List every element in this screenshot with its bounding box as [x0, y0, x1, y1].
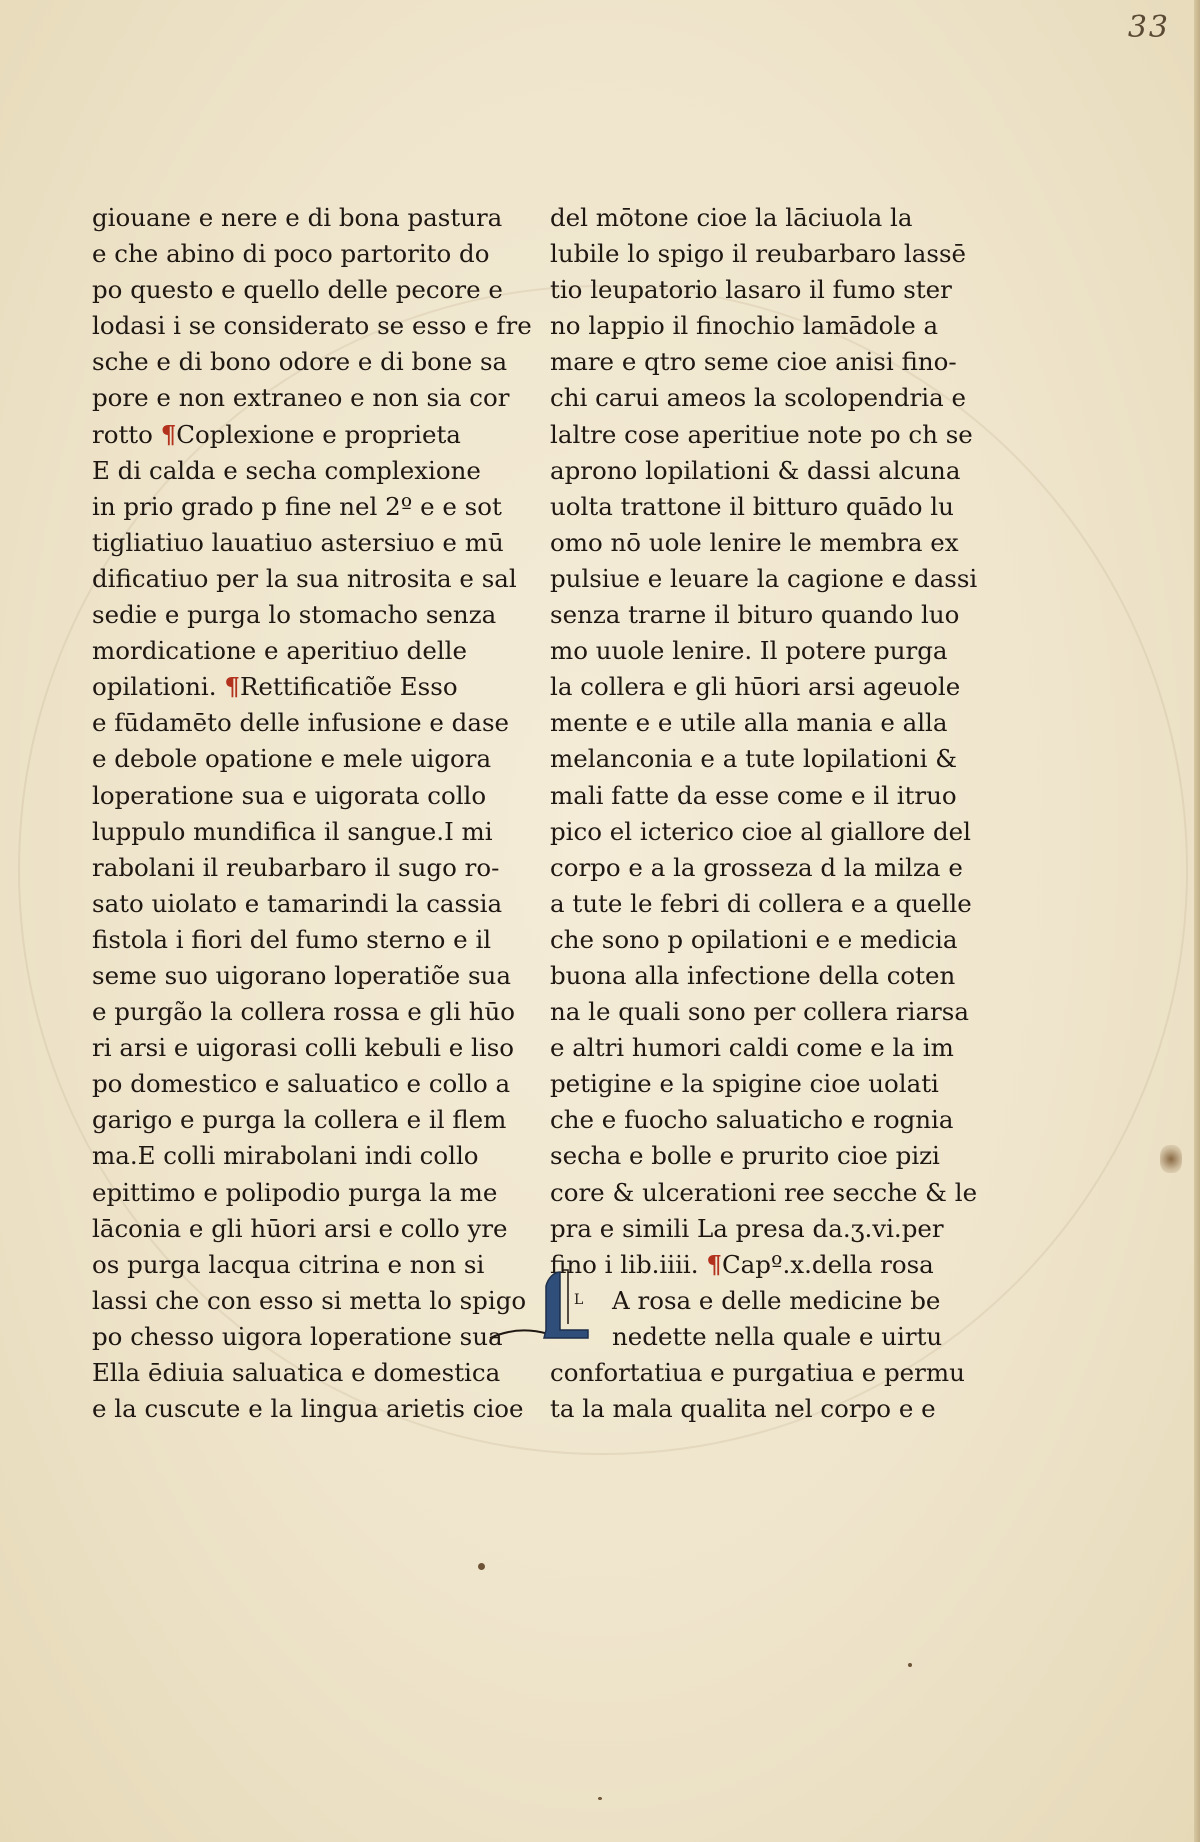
pilcrow-mark: ¶	[160, 419, 177, 449]
text-line	[550, 1283, 940, 1319]
line-text: buona alla infectione della coten	[550, 960, 956, 990]
pilcrow-mark: ¶	[706, 1249, 722, 1279]
text-line	[550, 236, 967, 272]
line-text: po domestico e saluatico e collo a	[92, 1069, 511, 1099]
line-text: senza trarne il bituro quando luo	[550, 600, 960, 630]
line-text: po questo e quello delle pecore e	[92, 275, 503, 305]
text-line	[550, 922, 958, 958]
rubric-heading-text: Capº.x.della rosa	[721, 1249, 934, 1279]
text-line	[92, 597, 497, 633]
text-line	[92, 344, 508, 380]
text-line	[92, 453, 484, 489]
line-text: rabolani il reubarbaro il sugo ro-	[92, 852, 500, 882]
line-text: che e fuocho saluaticho e rognia	[550, 1105, 954, 1135]
line-text: del mōtone cioe la lāciuola la	[550, 203, 913, 232]
text-line	[550, 886, 972, 922]
line-text: sato uiolato e tamarindi la cassia	[92, 888, 503, 918]
text-line	[92, 1391, 524, 1427]
text-line	[92, 417, 484, 453]
text-line	[92, 669, 484, 705]
text-line	[92, 958, 511, 994]
text-line	[550, 597, 960, 633]
folio-number: 33	[1127, 10, 1170, 45]
line-text: mare e qtro seme cioe anisi fino-	[550, 347, 957, 377]
text-line	[550, 525, 959, 561]
page-edge	[1194, 0, 1200, 1842]
line-text: fino i lib.iiii.	[550, 1249, 707, 1279]
line-text: e fūdamēto delle infusione e dase	[92, 708, 510, 738]
line-text: giouane e nere e di bona pastura	[92, 203, 503, 232]
text-line	[550, 561, 978, 597]
text-line	[92, 1030, 515, 1066]
text-line	[550, 344, 957, 380]
text-line	[550, 850, 963, 886]
line-text: lassi che con esso si metta lo spigo	[92, 1285, 527, 1315]
text-line	[92, 1066, 511, 1102]
line-text: petigine e la spigine cioe uolati	[550, 1069, 939, 1099]
line-text: nedette nella quale e uirtu	[612, 1321, 943, 1351]
line-text: seme suo uigorano loperatiõe sua	[92, 960, 511, 990]
line-text: confortatiua e purgatiua e permu	[550, 1358, 965, 1387]
line-text: la collera e gli hūori arsi ageuole	[550, 672, 961, 702]
text-line	[550, 1175, 978, 1211]
text-line	[92, 1102, 507, 1138]
decorated-initial	[488, 1268, 594, 1350]
line-text: e purgão la collera rossa e gli hūo	[92, 997, 516, 1027]
right-text-column	[550, 200, 978, 1427]
text-line	[92, 1175, 498, 1211]
line-text: e altri humori caldi come e la im	[550, 1033, 954, 1063]
line-text: omo nō uole lenire le membra ex	[550, 527, 959, 557]
ink-spot	[478, 1563, 485, 1570]
text-line	[92, 525, 504, 561]
text-line	[92, 633, 484, 669]
text-line	[550, 489, 954, 525]
line-text: pore e non extraneo e non sia cor	[92, 383, 510, 413]
line-text: a tute le febri di collera e a quelle	[550, 888, 972, 918]
text-line	[92, 705, 510, 741]
line-text: na le quali sono per collera riarsa	[550, 997, 969, 1027]
text-line	[550, 994, 969, 1030]
text-line	[550, 1211, 944, 1247]
line-text: ri arsi e uigorasi colli kebuli e liso	[92, 1033, 515, 1063]
text-line	[550, 417, 973, 453]
text-line	[550, 272, 952, 308]
text-line	[550, 633, 948, 669]
line-text: corpo e a la grosseza d la milza e	[550, 852, 963, 882]
text-line	[550, 308, 940, 344]
ink-spot	[908, 1663, 912, 1667]
text-line	[550, 814, 971, 850]
text-line	[92, 741, 492, 777]
line-text: sche e di bono odore e di bone sa	[92, 347, 508, 377]
line-text: tigliatiuo lauatiuo astersiuo e mū	[92, 527, 504, 557]
text-line	[550, 200, 940, 236]
initial-guide-letter: L	[574, 1292, 584, 1308]
line-text: aprono lopilationi & dassi alcuna	[550, 455, 961, 485]
line-text: no lappio il finochio lamādole a	[550, 311, 939, 341]
text-line	[550, 453, 961, 489]
line-text: garigo e purga la collera e il flem	[92, 1105, 507, 1135]
line-text: epittimo e polipodio purga la me	[92, 1177, 498, 1207]
left-text-column	[92, 200, 532, 1427]
text-line	[92, 1355, 501, 1391]
text-line	[92, 489, 502, 525]
line-text: ta la mala qualita nel corpo e e	[550, 1394, 936, 1424]
line-text: core & ulcerationi ree secche & le	[550, 1177, 978, 1207]
text-line	[550, 1138, 940, 1174]
text-line	[92, 1319, 503, 1355]
text-line	[550, 1102, 954, 1138]
text-line	[92, 778, 487, 814]
text-line	[92, 850, 500, 886]
line-text: ma.E colli mirabolani indi collo	[92, 1141, 479, 1171]
text-line	[92, 380, 510, 416]
line-text: in prio grado p fine nel 2º e e sot	[92, 491, 502, 521]
text-line	[92, 1247, 484, 1283]
line-text: pra e simili La presa da.ʒ.vi.per	[550, 1213, 944, 1243]
text-line	[92, 886, 503, 922]
line-text: lāconia e gli hūori arsi e collo yre	[92, 1213, 508, 1243]
text-line	[550, 1066, 940, 1102]
text-line	[92, 1138, 484, 1174]
text-line	[92, 814, 493, 850]
line-text: A rosa e delle medicine be	[612, 1285, 941, 1315]
text-line	[550, 778, 957, 814]
text-line	[550, 669, 961, 705]
text-line	[550, 1391, 940, 1427]
line-text: e la cuscute e la lingua arietis cioe	[92, 1394, 524, 1424]
line-text: luppulo mundifica il sangue.I mi	[92, 816, 493, 846]
text-line	[550, 1030, 954, 1066]
line-text: e che abino di poco partorito do	[92, 239, 490, 269]
line-text: mordicatione e aperitiuo delle	[92, 636, 468, 666]
line-text: po chesso uigora loperatione sua	[92, 1321, 503, 1351]
line-text: mali fatte da esse come e il itruo	[550, 780, 957, 810]
line-text: chi carui ameos la scolopendria e	[550, 383, 966, 413]
line-text: E di calda e secha complexione	[92, 455, 481, 485]
text-line	[550, 741, 958, 777]
rubric-heading-text: Rettificatiõe Esso	[239, 672, 458, 702]
line-text: secha e bolle e prurito cioe pizi	[550, 1141, 940, 1171]
text-line	[550, 705, 948, 741]
text-line	[550, 1319, 943, 1355]
line-text: lodasi i se considerato se esso e fre	[92, 311, 532, 341]
line-text: Ella ēdiuia saluatica e domestica	[92, 1358, 501, 1387]
line-text: mo uuole lenire. Il potere purga	[550, 636, 948, 666]
line-text: loperatione sua e uigorata collo	[92, 780, 487, 810]
text-line	[550, 1355, 965, 1391]
text-line	[92, 308, 532, 344]
line-text: che sono p opilationi e e medicia	[550, 924, 958, 954]
line-text: fistola i fiori del fumo sterno e il	[92, 924, 492, 954]
line-text: uolta trattone il bitturo quādo lu	[550, 491, 954, 521]
rubric-heading-text: Coplexione e proprieta	[176, 419, 461, 449]
text-line	[92, 922, 492, 958]
paper-stain	[1160, 1145, 1182, 1173]
line-text: pulsiue e leuare la cagione e dassi	[550, 563, 978, 593]
pilcrow-mark: ¶	[224, 672, 240, 702]
text-line	[92, 994, 516, 1030]
line-text: rotto	[92, 419, 161, 449]
line-text: pico el icterico cioe al giallore del	[550, 816, 971, 846]
text-line	[92, 1283, 527, 1319]
line-text: mente e e utile alla mania e alla	[550, 708, 948, 738]
text-line	[92, 1211, 508, 1247]
text-line	[92, 200, 503, 236]
line-text: os purga lacqua citrina e non si	[92, 1249, 485, 1279]
ink-spot	[598, 1797, 602, 1800]
line-text: opilationi.	[92, 672, 225, 702]
line-text: laltre cose aperitiue note po ch se	[550, 419, 973, 449]
text-line	[550, 958, 956, 994]
line-text: lubile lo spigo il reubarbaro lassē	[550, 239, 967, 269]
text-line	[550, 380, 966, 416]
text-line	[92, 561, 517, 597]
text-line	[550, 1247, 940, 1283]
line-text: tio leupatorio lasaro il fumo ster	[550, 275, 952, 305]
line-text: e debole opatione e mele uigora	[92, 744, 492, 774]
text-line	[92, 236, 490, 272]
line-text: dificatiuo per la sua nitrosita e sal	[92, 563, 517, 593]
line-text: melanconia e a tute lopilationi &	[550, 744, 958, 774]
text-line	[92, 272, 503, 308]
line-text: sedie e purga lo stomacho senza	[92, 600, 497, 630]
